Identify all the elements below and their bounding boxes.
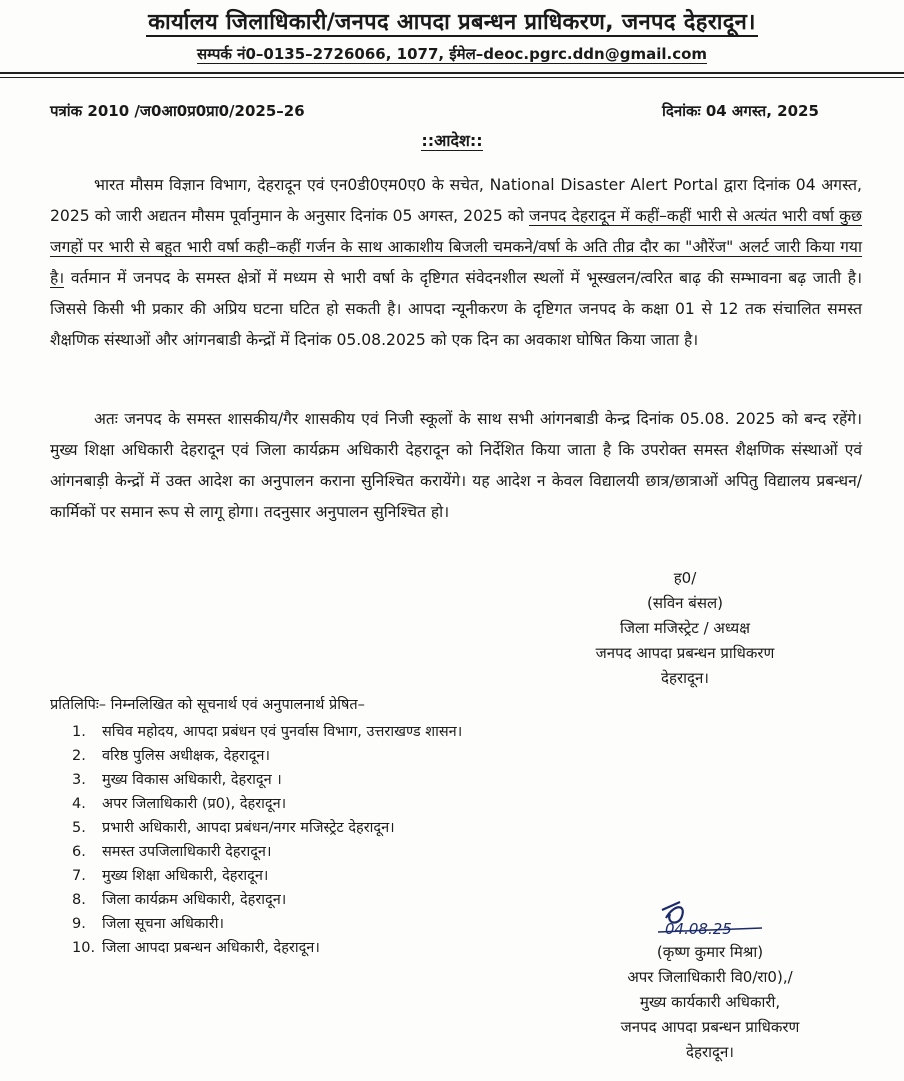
signatory-designation: जिला मजिस्ट्रेट / अध्यक्ष bbox=[620, 619, 750, 637]
signed-mark: ह0/ bbox=[673, 569, 697, 587]
copy-to-item-text: मुख्य विकास अधिकारी, देहरादून । bbox=[102, 772, 282, 788]
copy-to-item-text: जिला आपदा प्रबन्धन अधिकारी, देहरादून। bbox=[102, 940, 320, 956]
contact-line: सम्पर्क नं0–0135–2726066, 1077, ईमेल–deoc.pgrc.ddn@gmail.com bbox=[196, 45, 708, 63]
signatory-block-adm bbox=[560, 940, 860, 1065]
copy-to-item bbox=[72, 744, 462, 768]
signatory-name: (सविन बंसल) bbox=[646, 594, 724, 612]
copy-to-item bbox=[72, 720, 462, 744]
signatory-role: मुख्य कार्यकारी अधिकारी, bbox=[639, 993, 781, 1011]
copy-to-item-number: 7. bbox=[72, 868, 86, 884]
copy-to-item-text: जिला सूचना अधिकारी। bbox=[102, 916, 224, 932]
paragraph-2: अतः जनपद के समस्त शासकीय/गैर शासकीय एवं निजी स्कूलों के साथ सभी आंगनबाडी केन्द्र दिनांक 05.08. 2025 को बन्द रहेंगे। मुख्य शिक्षा अधिकारी देहरादून एवं जिला कार्यक्रम अधिकारी देहरादून को निर्देशित किया जाता है कि उपरोक्त समस्त शैक्षणिक संस्थाओं एवं आंगनबाड़ी केन्द्रों में उक्त आदेश का अनुपालन कराना सुनिश्चित करायेंगे। यह आदेश न केवल विद्यालयी छात्र/छात्राओं अपितु विद्यालय प्रबन्धन/कार्मिकों पर समान रूप से लागू होगा। तदनुसार अनुपालन सुनिश्चित हो। bbox=[50, 410, 862, 521]
copy-to-item bbox=[72, 888, 462, 912]
letter-number: पत्रांक 2010 /ज0आ0प्र0प्रा0/2025–26 bbox=[50, 102, 305, 120]
copy-to-item-number: 8. bbox=[72, 892, 86, 908]
copy-to-item-text: मुख्य शिक्षा अधिकारी, देहरादून। bbox=[102, 868, 269, 884]
alert-underlined-text: जनपद देहरादून में कहीं–कहीं भारी से अत्यंत भारी वर्षा कुछ जगहों पर भारी से बहुत भारी वर्षा कही–कहीं गर्जन के साथ आकाशीय बिजली चमकने/वर्षा के अति तीव्र दौर का "औरेंज" अलर्ट जारी किया गया है। bbox=[50, 207, 862, 287]
copy-to-item-text: अपर जिलाधिकारी (प्र0), देहरादून। bbox=[102, 796, 287, 812]
order-title: ::आदेश:: bbox=[421, 131, 483, 150]
letter-date: दिनांकः 04 अगस्त, 2025 bbox=[662, 102, 819, 120]
signatory-name: (कृष्ण कुमार मिश्रा) bbox=[656, 943, 764, 961]
copy-to-item bbox=[72, 816, 462, 840]
copy-to-item-text: सचिव महोदय, आपदा प्रबंधन एवं पुनर्वास विभाग, उत्तराखण्ड शासन। bbox=[102, 724, 463, 740]
copy-to-item bbox=[72, 912, 462, 936]
copy-to-heading: प्रतिलिपिः– निम्नलिखित को सूचनार्थ एवं अनुपालनार्थ प्रेषित– bbox=[50, 697, 365, 713]
copy-to-item-text: प्रभारी अधिकारी, आपदा प्रबंधन/नगर मजिस्ट्रेट देहरादून। bbox=[102, 820, 395, 836]
copy-to-item-number: 4. bbox=[72, 796, 86, 812]
copy-to-item-number: 3. bbox=[72, 772, 86, 788]
signatory-authority: जनपद आपदा प्रबन्धन प्राधिकरण bbox=[595, 644, 775, 662]
copy-to-item-number: 5. bbox=[72, 820, 86, 836]
office-title: कार्यालय जिलाधिकारी/जनपद आपदा प्रबन्धन प्राधिकरण, जनपद देहरादून। bbox=[148, 10, 756, 35]
signatory-authority: जनपद आपदा प्रबन्धन प्राधिकरण bbox=[620, 1018, 800, 1036]
copy-to-item-text: समस्त उपजिलाधिकारी देहरादून। bbox=[102, 844, 272, 860]
copy-to-item-number: 6. bbox=[72, 844, 86, 860]
copy-to-item bbox=[72, 864, 462, 888]
copy-to-item bbox=[72, 840, 462, 864]
signatory-place: देहरादून। bbox=[686, 1043, 734, 1061]
copy-to-item-text: वरिष्ठ पुलिस अधीक्षक, देहरादून। bbox=[102, 748, 270, 764]
copy-to-item-number: 1. bbox=[72, 724, 86, 740]
copy-to-item-text: जिला कार्यक्रम अधिकारी, देहरादून। bbox=[102, 892, 287, 908]
signatory-designation: अपर जिलाधिकारी वि0/रा0),/ bbox=[627, 968, 793, 986]
paragraph-1: भारत मौसम विज्ञान विभाग, देहरादून एवं एन0डी0एम0ए0 के सचेत, National Disaster Alert Portal द्वारा दिनांक 04 अगस्त, 2025 को जारी अद्यतन मौसम पूर्वानुमान के अनुसार दिनांक 05 अगस्त, 2025 को जनपद देहरादून में कहीं–कहीं भारी से अत्यंत भारी वर्षा कुछ जगहों पर भारी से बहुत भारी वर्षा कही–कहीं गर्जन के साथ आकाशीय बिजली चमकने/वर्षा के अति तीव्र दौर का "औरेंज" अलर्ट जारी किया गया है। वर्तमान में जनपद के समस्त क्षेत्रों में मध्यम से भारी वर्षा के दृष्टिगत संवेदनशील स्थलों में भूस्खलन/त्वरित बाढ़ की सम्भावना बढ़ जाती है। जिससे किसी भी प्रकार की अप्रिय घटना घटित हो सकती है। आपदा न्यूनीकरण के दृष्टिगत जनपद के कक्षा 01 से 12 तक संचालित समस्त शैक्षणिक संस्थाओं और आंगनबाडी केन्द्रों में दिनांक 05.08.2025 को एक दिन का अवकाश घोषित किया जाता है। bbox=[50, 176, 862, 349]
header-divider bbox=[0, 72, 904, 74]
copy-to-item bbox=[72, 792, 462, 816]
copy-to-item-number: 2. bbox=[72, 748, 86, 764]
signatory-block-dm bbox=[560, 566, 810, 691]
signatory-place: देहरादून। bbox=[661, 669, 709, 687]
header-divider-thin bbox=[0, 77, 904, 78]
copy-to-item-number: 9. bbox=[72, 916, 86, 932]
signature-date: 04.08.25 bbox=[665, 920, 732, 938]
copy-to-item bbox=[72, 936, 462, 960]
copy-to-list bbox=[72, 720, 462, 960]
copy-to-item bbox=[72, 768, 462, 792]
copy-to-item-number: 10. bbox=[72, 940, 96, 956]
